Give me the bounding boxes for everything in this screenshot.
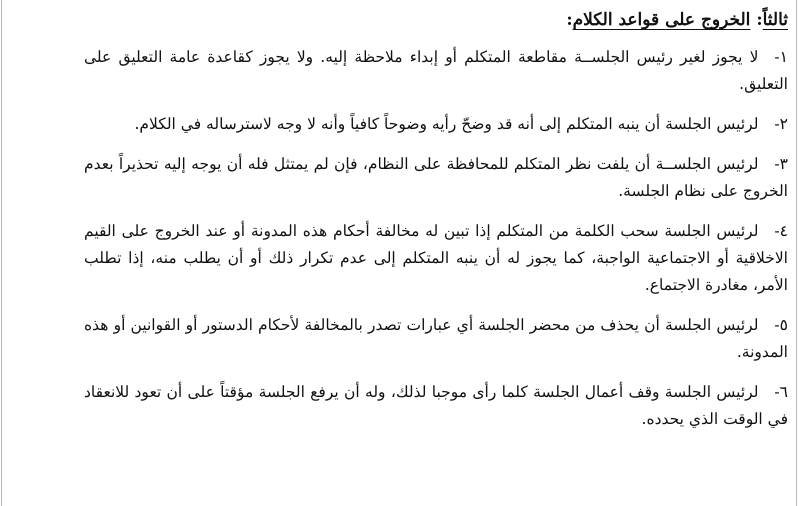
paragraph-number: ٥- [774,316,788,334]
right-page-border [796,0,797,506]
paragraph-text: لرئيس الجلسة أن ينبه المتكلم إلى أنه قد وضحّ رأيه وضوحاً كافياً وأنه لا وجه لاسترساله في الكلام. [134,115,759,133]
heading-colon: : [566,10,573,30]
paragraph-text: لا يجوز لغير رئيس الجلســة مقاطعة المتكلم أو إبداء ملاحظة إليه. ولا يجوز كقاعدة عامة التعليق على التعليق. [84,48,788,93]
paragraph-2 [84,111,788,138]
paragraph-text: لرئيس الجلسة وقف أعمال الجلسة كلما رأى موجبا لذلك، وله أن يرفع الجلسة مؤقتاً على أن تعود للانعقاد في الوقت الذي يحدده. [84,383,788,428]
left-page-border [1,0,2,506]
section-heading [84,6,788,34]
paragraph-3 [84,151,788,205]
heading-label: ثالثاً [762,10,788,30]
paragraph-number: ٦- [774,383,788,401]
paragraph-4 [84,218,788,299]
paragraph-number: ١- [774,48,788,66]
paragraph-number: ٤- [774,222,788,240]
heading-separator: : [756,10,763,30]
paragraph-1 [84,44,788,98]
paragraph-number: ٢- [774,115,788,133]
document-body [84,6,788,446]
paragraph-text: لرئيس الجلسة سحب الكلمة من المتكلم إذا تبين له مخالفة أحكام هذه المدونة أو عند الخروج على القيم الاخلاقية أو الاجتماعية الواجبة، كما يجوز له أن ينبه المتكلم إلى عدم تكرار ذلك أو أن يطلب منه، إذا تطلب الأمر، مغادرة الاجتماع. [84,222,788,294]
heading-title: الخروج على قواعد الكلام [572,10,751,30]
paragraph-6 [84,379,788,433]
paragraph-number: ٣- [774,155,788,173]
paragraph-text: لرئيس الجلسة أن يحذف من محضر الجلسة أي عبارات تصدر بالمخالفة لأحكام الدستور أو القوانين أو هذه المدونة. [84,316,788,361]
paragraph-5 [84,312,788,366]
paragraph-text: لرئيس الجلســة أن يلفت نظر المتكلم للمحافظة على النظام، فإن لم يمتثل فله أن يوجه إليه تحذيراً بعدم الخروج على نظام الجلسة. [84,155,788,200]
